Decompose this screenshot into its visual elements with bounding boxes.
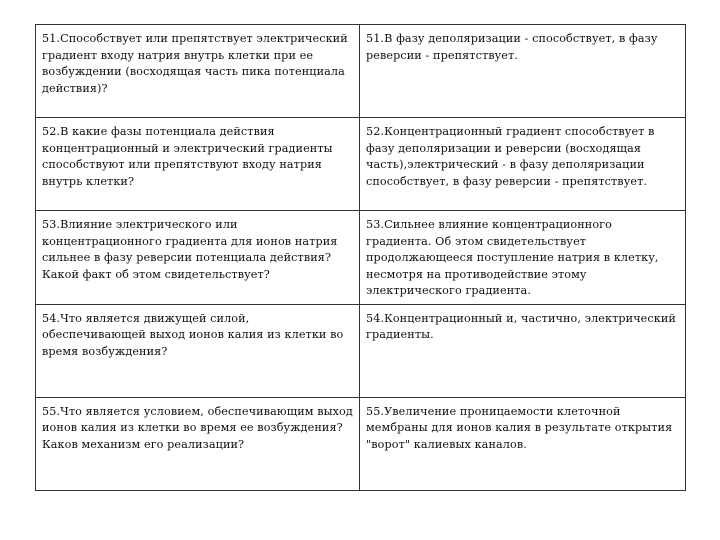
answer-cell: 53.Сильнее влияние концентрационного градиента. Об этом свидетельствует продолжающееся поступление натрия в клетку, несмотря на противодействие этому электрического градиента. bbox=[360, 211, 686, 305]
answer-cell: 52.Концентрационный градиент способствует в фазу деполяризации и реверсии (восходящая часть),электрический - в фазу деполяризации способствует, в фазу реверсии - препятствует. bbox=[360, 118, 686, 211]
question-cell: 52.В какие фазы потенциала действия концентрационный и электрический градиенты способствуют или препятствуют входу натрия внутрь клетки? bbox=[36, 118, 360, 211]
table-row bbox=[36, 25, 686, 118]
table-row bbox=[36, 118, 686, 211]
question-cell: 55.Что является условием, обеспечивающим выход ионов калия из клетки во время ее возбуждения? Каков механизм его реализации? bbox=[36, 397, 360, 490]
qa-table bbox=[35, 24, 686, 491]
answer-cell: 54.Концентрационный и, частично, электрический градиенты. bbox=[360, 304, 686, 397]
table-row bbox=[36, 211, 686, 305]
question-cell: 53.Влияние электрического или концентрационного градиента для ионов натрия сильнее в фазу реверсии потенциала действия? Какой факт об этом свидетельствует? bbox=[36, 211, 360, 305]
table-row bbox=[36, 397, 686, 490]
question-cell: 51.Способствует или препятствует электрический градиент входу натрия внутрь клетки при ее возбуждении (восходящая часть пика потенциала действия)? bbox=[36, 25, 360, 118]
answer-cell: 51.В фазу деполяризации - способствует, в фазу реверсии - препятствует. bbox=[360, 25, 686, 118]
question-cell: 54.Что является движущей силой, обеспечивающей выход ионов калия из клетки во время возбуждения? bbox=[36, 304, 360, 397]
table-row bbox=[36, 304, 686, 397]
answer-cell: 55.Увеличение проницаемости клеточной мембраны для ионов калия в результате открытия "ворот" калиевых каналов. bbox=[360, 397, 686, 490]
